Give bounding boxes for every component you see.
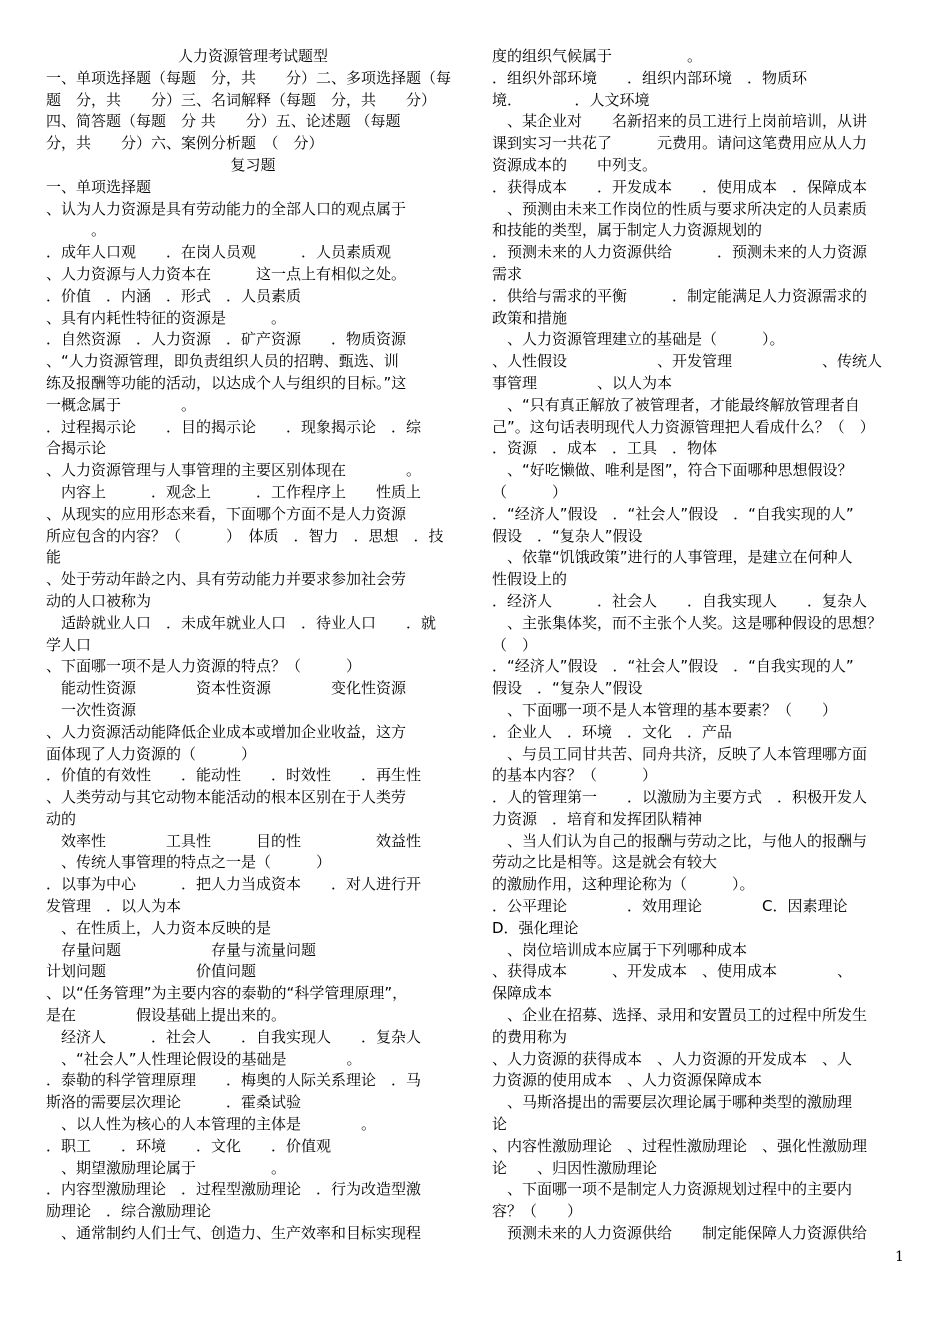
- right-text-line: ．供给与需求的平衡 ．制定能满足人力资源需求的: [492, 286, 868, 305]
- right-text-line: 、人性假设 、开发管理 、传统人: [492, 352, 883, 371]
- right-text-line: 力资源的使用成本 、人力资源保障成本: [492, 1071, 763, 1090]
- left-text-line: 一、单项选择题（每题 分，共 分）二、多项选择题（每: [46, 68, 452, 87]
- left-text-line: 一、单项选择题: [46, 177, 152, 196]
- right-text-line: 、企业在招募、选择、录用和安置员工的过程中所发生: [492, 1006, 868, 1025]
- left-text-line: 、“人力资源管理，即负责组织人员的招聘、甄选、训: [46, 352, 399, 371]
- right-column: [492, 46, 906, 1245]
- right-text-line: 的费用称为: [492, 1027, 568, 1046]
- right-text-line: 、下面哪一项不是制定人力资源规划过程中的主要内: [492, 1180, 853, 1199]
- right-text-line: 、岗位培训成本应属于下列哪种成本: [492, 940, 748, 959]
- right-text-line: 、“只有真正解放了被管理者，才能最终解放管理者自: [492, 395, 860, 414]
- right-text-line: 保障成本: [492, 984, 553, 1003]
- right-text-line: 、内容性激励理论 、过程性激励理论 、强化性激励理: [492, 1136, 868, 1155]
- left-text-line: 、期望激励理论属于 。: [46, 1158, 287, 1177]
- left-text-line: 、人力资源活动能降低企业成本或增加企业收益，这方: [46, 722, 407, 741]
- right-text-line: 劳动之比是相等。这是就会有较大: [492, 853, 718, 872]
- left-text-line: 所应包含的内容？（ ） 体质 ．智力 ．思想 ．技: [46, 526, 444, 545]
- right-text-line: 、预测由未来工作岗位的性质与要求所决定的人员素质: [492, 199, 868, 218]
- left-text-line: 计划问题 价值问题: [46, 962, 257, 981]
- left-text-line: 合揭示论: [46, 439, 107, 458]
- left-text-line: 发管理 ．以人为本: [46, 897, 182, 916]
- right-text-line: 政策和措施: [492, 308, 568, 327]
- left-text-line: ．自然资源 ．人力资源 ．矿产资源 ．物质资源: [46, 330, 407, 349]
- left-text-line: 是在 假设基础上提出来的。: [46, 1006, 287, 1025]
- right-text-line: 、“好吃懒做、唯利是图”，符合下面哪种思想假设？: [492, 461, 853, 480]
- right-text-line: 、人力资源管理建立的基础是（ ）。: [492, 330, 785, 349]
- left-text-line: 、人类劳动与其它动物本能活动的根本区别在于人类劳: [46, 788, 407, 807]
- left-text-line: 动的: [46, 809, 77, 828]
- left-text-line: 能动性资源 资本性资源 变化性资源: [46, 679, 407, 698]
- left-text-line: 斯洛的需要层次理论 ．霍桑试验: [46, 1093, 302, 1112]
- right-text-line: 境． ．人文环境: [492, 90, 650, 109]
- left-text-line: ．过程揭示论 ．目的揭示论 ．现象揭示论 ．综: [46, 417, 422, 436]
- left-text-line: 效率性 工具性 目的性 效益性: [46, 831, 422, 850]
- left-text-line: 、人力资源与人力资本在 这一点上有相似之处。: [46, 264, 407, 283]
- left-text-line: 、以“任务管理”为主要内容的泰勒的“科学管理原理”，: [46, 984, 408, 1003]
- right-text-line: 预测未来的人力资源供给 制定能保障人力资源供给: [492, 1224, 868, 1243]
- right-text-line: （ ）: [492, 482, 568, 501]
- right-text-line: 论: [492, 1115, 508, 1134]
- right-text-line: ．获得成本 ．开发成本 ．使用成本 ．保障成本: [492, 177, 868, 196]
- left-text-line: 、具有内耗性特征的资源是 。: [46, 308, 287, 327]
- right-text-line: ．“经济人”假设 ．“社会人”假设 ．“自我实现的人”: [492, 657, 854, 676]
- left-text-line: 分，共 分）六、案例分析题 （ 分）: [46, 134, 324, 153]
- right-text-line: 课到实习一共花了 元费用。请问这笔费用应从人力: [492, 134, 868, 153]
- right-text-line: 需求: [492, 264, 523, 283]
- right-text-line: 假设 ．“复杂人”假设: [492, 526, 643, 545]
- left-text-line: ．价值的有效性 ．能动性 ．时效性 ．再生性: [46, 766, 422, 785]
- left-text-line: 、通常制约人们士气、创造力、生产效率和目标实现程: [46, 1224, 422, 1243]
- left-text-line: 经济人 ．社会人 ．自我实现人 ．复杂人: [46, 1027, 422, 1046]
- left-column: [46, 46, 460, 1245]
- right-text-line: 的基本内容？（ ）: [492, 766, 658, 785]
- right-text-line: 和技能的类型，属于制定人力资源规划的: [492, 221, 763, 240]
- left-text-line: 、处于劳动年龄之内、具有劳动能力并要求参加社会劳: [46, 570, 407, 589]
- left-text-line: ．职工 ．环境 ．文化 ．价值观: [46, 1136, 332, 1155]
- right-text-line: 、某企业对 名新招来的员工进行上岗前培训，从讲: [492, 112, 868, 131]
- left-text-line: 一次性资源: [46, 700, 137, 719]
- right-text-line: 、马斯洛提出的需要层次理论属于哪种类型的激励理: [492, 1093, 853, 1112]
- right-text-line: 的激励作用，这种理论称为（ ）。: [492, 875, 755, 894]
- right-text-line: 、依靠“饥饿政策”进行的人事管理，是建立在何种人: [492, 548, 853, 567]
- left-text-line: ．成年人口观 ．在岗人员观 ．人员素质观: [46, 243, 392, 262]
- left-text-line: 动的人口被称为: [46, 591, 152, 610]
- left-text-line: 一概念属于 。: [46, 395, 197, 414]
- right-text-line: ．公平理论 ．效用理论 C．因素理论: [492, 897, 848, 916]
- left-text-line: 。: [46, 221, 107, 240]
- right-text-line: 、下面哪一项不是人本管理的基本要素？（ ）: [492, 700, 838, 719]
- right-text-line: 资源成本的 中列支。: [492, 155, 658, 174]
- right-text-line: 力资源 ．培育和发挥团队精神: [492, 809, 703, 828]
- right-text-line: 、当人们认为自己的报酬与劳动之比，与他人的报酬与: [492, 831, 868, 850]
- right-text-line: 容？（ ）: [492, 1202, 583, 1221]
- left-text-line: 、从现实的应用形态来看，下面哪个方面不是人力资源: [46, 504, 407, 523]
- left-text-line: 、以人性为核心的人本管理的主体是 。: [46, 1115, 377, 1134]
- left-text-line: ．以事为中心 ．把人力当成资本 ．对人进行开: [46, 875, 422, 894]
- right-text-line: ．资源 ．成本 ．工具 ．物体: [492, 439, 718, 458]
- right-text-line: （ ）: [492, 635, 538, 654]
- left-text-line: 励理论 ．综合激励理论: [46, 1202, 212, 1221]
- page-number: 1: [895, 1249, 904, 1265]
- right-text-line: 度的组织气候属于 。: [492, 47, 703, 65]
- left-text-line: 学人口: [46, 635, 92, 654]
- left-text-line: ．内容型激励理论 ．过程型激励理论 ．行为改造型激: [46, 1180, 422, 1199]
- right-text-line: ．人的管理第一 ．以激励为主要方式 ．积极开发人: [492, 788, 868, 807]
- left-text-line: ．泰勒的科学管理原理 ．梅奥的人际关系理论 ．马: [46, 1071, 422, 1090]
- right-text-line: 、与员工同甘共苦、同舟共济，反映了人本管理哪方面: [492, 744, 868, 763]
- right-text-line: 性假设上的: [492, 570, 568, 589]
- left-text-line: 人力资源管理考试题型: [177, 47, 328, 65]
- left-text-line: 练及报酬等功能的活动，以达成个人与组织的目标。”这: [46, 373, 407, 392]
- left-text-line: 、在性质上，人力资本反映的是: [46, 918, 272, 937]
- left-text-line: 、下面哪一项不是人力资源的特点？（ ）: [46, 657, 362, 676]
- left-text-line: 、认为人力资源是具有劳动能力的全部人口的观点属于: [46, 199, 407, 218]
- left-text-line: 四、简答题（每题 分 共 分）五、论述题 （每题: [46, 112, 401, 131]
- left-text-line: 复习题: [230, 155, 276, 174]
- right-text-line: ．企业人 ．环境 ．文化 ．产品: [492, 722, 733, 741]
- right-text-line: ．“经济人”假设 ．“社会人”假设 ．“自我实现的人”: [492, 504, 854, 523]
- left-text-line: 、人力资源管理与人事管理的主要区别体现在 。: [46, 461, 422, 480]
- left-text-line: 、传统人事管理的特点之一是（ ）: [46, 853, 332, 872]
- right-text-line: 、获得成本 、开发成本 、使用成本 、: [492, 962, 853, 981]
- left-text-line: 题 分，共 分）三、名词解释（每题 分，共 分）: [46, 90, 437, 109]
- left-text-line: 面体现了人力资源的（ ）: [46, 744, 257, 763]
- right-text-line: 、主张集体奖，而不主张个人奖。这是哪种假设的思想？: [492, 613, 883, 632]
- left-text-line: ．价值 ．内涵 ．形式 ．人员素质: [46, 286, 302, 305]
- left-text-line: 、“社会人”人性理论假设的基础是 。: [46, 1049, 362, 1068]
- right-text-line: 己”。这句话表明现代人力资源管理把人看成什么？（ ）: [492, 417, 875, 436]
- right-text-line: ．经济人 ．社会人 ．自我实现人 ．复杂人: [492, 591, 868, 610]
- right-text-line: ．预测未来的人力资源供给 ．预测未来的人力资源: [492, 243, 868, 262]
- right-text-line: 论 、归因性激励理论: [492, 1158, 658, 1177]
- right-text-line: ．组织外部环境 ．组织内部环境 ．物质环: [492, 68, 808, 87]
- left-text-line: 能: [46, 548, 62, 567]
- right-text-line: 、人力资源的获得成本 、人力资源的开发成本 、人: [492, 1049, 853, 1068]
- right-text-line: D．强化理论: [492, 918, 579, 937]
- right-text-line: 事管理 、以人为本: [492, 373, 673, 392]
- left-text-line: 内容上 ．观念上 ．工作程序上 性质上: [46, 482, 422, 501]
- left-text-line: 存量问题 存量与流量问题: [46, 940, 317, 959]
- left-text-line: 适龄就业人口 ．未成年就业人口 ．待业人口 ．就: [46, 613, 437, 632]
- right-text-line: 假设 ．“复杂人”假设: [492, 679, 643, 698]
